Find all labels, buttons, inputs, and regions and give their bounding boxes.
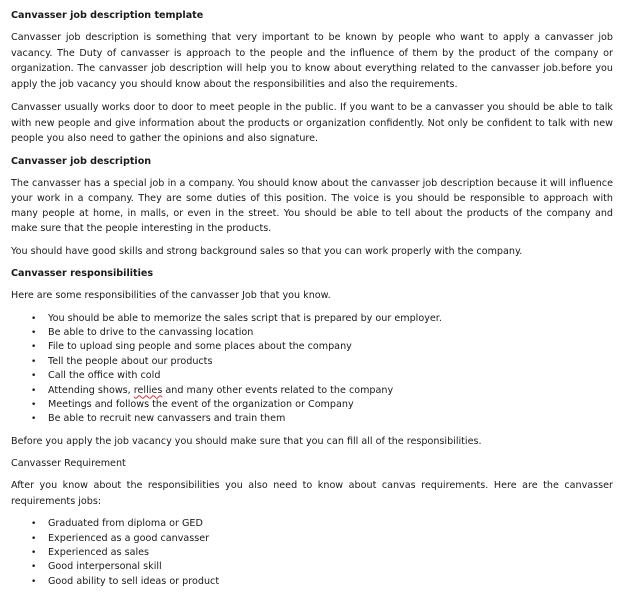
bullet-icon: •: [31, 342, 37, 353]
list-item: • Graduated from diploma or GED: [31, 517, 613, 531]
responsibilities-heading: Canvasser responsibilities: [11, 268, 154, 279]
bullet-icon: •: [31, 414, 37, 425]
bullet-icon: •: [31, 399, 37, 410]
spellcheck-flagged-word[interactable]: rellies: [133, 384, 163, 396]
bullet-icon: •: [31, 548, 37, 559]
bullet-icon: •: [31, 356, 37, 367]
intro-paragraph-1: Canvasser job description is something that very important to be known by people who want to apply a canvasser job vacancy. The Duty of canvasser is approach to the people and the influence of them by the product of the company or organization. The canvasser job description will help you to know about everything related to the canvasser job.before you apply the job vacancy you should know about the responsibilities and also the requirements.: [11, 32, 613, 90]
list-item: • File to upload sing people and some places about the company: [31, 340, 613, 354]
bullet-icon: •: [31, 385, 37, 396]
bullet-icon: •: [31, 371, 37, 382]
bullet-icon: •: [31, 576, 37, 587]
list-item: • Good interpersonal skill: [31, 560, 613, 574]
job-description-heading: Canvasser job description: [11, 155, 152, 167]
job-description-paragraph-1: The canvasser has a special job in a company. You should know about the canvasser job description because it will influence your work in a company. They are some duties of this position. The voice is you should be responsible to approach with many people at home, in malls, or even in the street. You should be able to tell about the products of the company and make sure that the people interesting in the products.: [11, 177, 613, 234]
list-item: • Experienced as sales: [31, 546, 613, 560]
job-description-paragraph-2: You should have good skills and strong background sales so that you can work properly with the company.: [11, 245, 523, 257]
list-item: • Tell the people about our products: [31, 355, 613, 369]
list-item: • Meetings and follows the event of the organization or Company: [31, 398, 613, 412]
intro-paragraph-2: Canvasser usually works door to door to meet people in the public. If you want to be a canvasser you should be able to talk with new people and give information about the products or organization confidently. Not only be confident to talk with new people you also need to gather the opinions and also signature.: [11, 102, 613, 144]
requirements-list: [11, 517, 613, 589]
bullet-icon: •: [31, 327, 37, 338]
bullet-icon: •: [31, 562, 37, 573]
list-item: • You should be able to memorize the sales script that is prepared by our employer.: [31, 312, 613, 326]
responsibilities-list: [11, 312, 613, 427]
requirements-intro: After you know about the responsibilities you also need to know about canvas requirements. Here are the canvasser requirements jobs:: [11, 480, 613, 507]
bullet-icon: •: [31, 519, 37, 530]
document-title: Canvasser job description template: [11, 10, 204, 21]
list-item: • Be able to drive to the canvassing location: [31, 326, 613, 340]
responsibilities-outro: Before you apply the job vacancy you should make sure that you can fill all of the responsibilities.: [11, 435, 482, 447]
bullet-icon: •: [31, 533, 37, 544]
responsibilities-intro: Here are some responsibilities of the canvasser Job that you know.: [11, 290, 331, 301]
list-item: • Experienced as a good canvasser: [31, 532, 613, 546]
list-item: • Good ability to sell ideas or product: [31, 575, 613, 589]
requirements-heading: Canvasser Requirement: [11, 458, 126, 470]
list-item: • Attending shows, rellies and many other events related to the company: [31, 384, 613, 398]
list-item: • Be able to recruit new canvassers and train them: [31, 412, 613, 426]
list-item: • Call the office with cold: [31, 369, 613, 383]
bullet-icon: •: [31, 313, 37, 324]
